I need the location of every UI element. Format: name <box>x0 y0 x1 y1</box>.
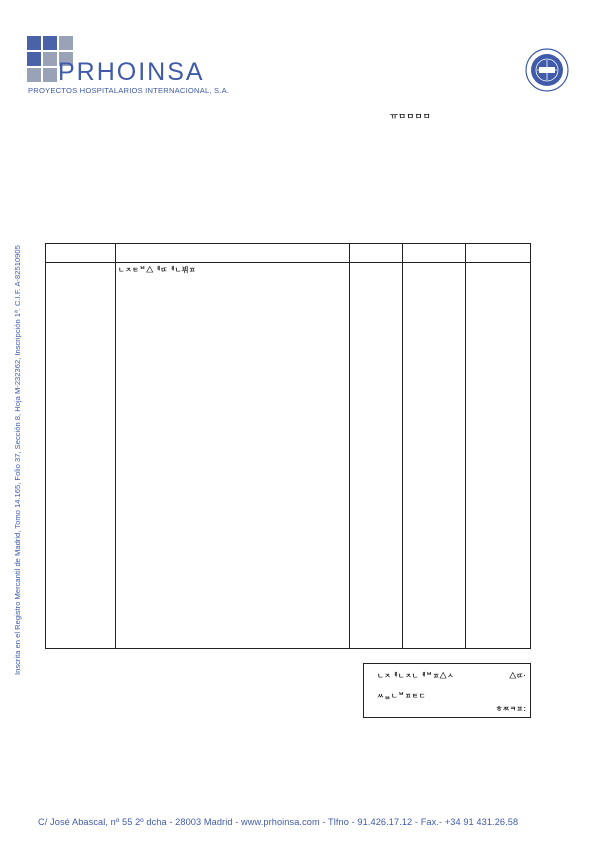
table-column-divider <box>115 244 116 648</box>
totals-box <box>363 663 531 718</box>
table-header-divider <box>46 262 530 263</box>
table-column-divider <box>402 244 403 648</box>
logo-square <box>43 68 57 82</box>
logo-square <box>43 36 57 50</box>
logo-square <box>27 68 41 82</box>
items-table <box>45 243 531 649</box>
certification-seal-icon <box>525 48 569 92</box>
logo-square <box>43 52 57 66</box>
totals-value: △ㄸ· <box>509 673 526 680</box>
totals-label: ㅆᆯㄴᄇㅍㅌㄷ <box>377 693 426 700</box>
brand-subtitle: PROYECTOS HOSPITALARIOS INTERNACIONAL, S.A. <box>28 86 230 95</box>
footer-address: C/ José Abascal, nº 55 2º dcha - 28003 Madrid - www.prhoinsa.com - Tlfno - 91.426.17.12 - Fax.- +34 91 431.26.58 <box>38 817 519 827</box>
totals-value: ㅎㅉㅋㅍ: <box>495 706 526 713</box>
logo-square <box>59 36 73 50</box>
table-column-divider <box>465 244 466 648</box>
logo-square <box>27 36 41 50</box>
table-column-divider <box>349 244 350 648</box>
totals-label: ㄴㅈᅦㄴㅈㄴᅦᄇㅍ△ㅅ <box>377 673 454 680</box>
logo-square <box>27 52 41 66</box>
table-row-text: ㄴㅈㅌᄇ△ᅦㄸᅦㄴ뷔ㅍ <box>118 267 196 274</box>
document-code: ㅠㅁㅁㅁㅁ <box>390 112 432 121</box>
registry-info: Inscrita en el Registro Mercantil de Madrid, Tomo 14.165, Folio 37, Sección 8, Hoja M-232362, Inscripción 1ª. C.I.F. A-82510905 <box>13 245 22 675</box>
brand-name: PRHOINSA <box>58 58 205 86</box>
